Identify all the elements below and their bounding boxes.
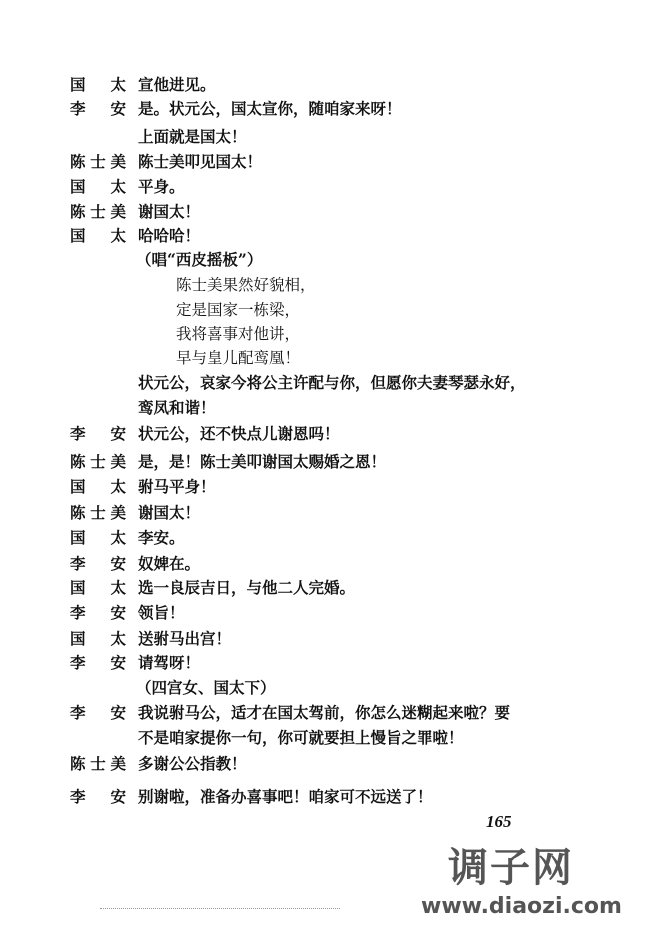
speaker: 李安	[70, 99, 126, 118]
speaker: 李安	[70, 787, 126, 806]
speaker: 李安	[70, 424, 126, 443]
speech: 请驾呀！	[138, 653, 201, 672]
speaker: 国太	[70, 578, 126, 597]
speaker: 陈士美	[70, 452, 126, 471]
speech: 领旨！	[138, 603, 185, 622]
speaker: 李安	[70, 703, 126, 722]
lyric: 定是国家一栋梁，	[176, 301, 301, 319]
speaker: 陈士美	[70, 202, 126, 221]
speech: 谢国太！	[138, 202, 201, 221]
speech: 我说驸马公，适才在国太驾前，你怎么迷糊起来啦？要	[138, 703, 511, 722]
speech: 李安。	[138, 528, 185, 547]
speech: 驸马平身！	[138, 477, 216, 496]
speech: 送驸马出宫！	[138, 629, 232, 648]
speaker: 国太	[70, 629, 126, 648]
speaker: 李安	[70, 653, 126, 672]
speaker: 李安	[70, 554, 126, 573]
speech: 不是咱家提你一句，你可就要担上慢旨之罪啦！	[138, 728, 464, 747]
speech: 陈士美叩见国太！	[138, 152, 263, 171]
speech: 是。状元公，国太宣你，随咱家来呀！	[138, 99, 402, 118]
speech: 平身。	[138, 177, 185, 196]
speech: 多谢公公指教！	[138, 754, 247, 773]
speech: 鸾凤和谐！	[138, 398, 216, 417]
speaker: 国太	[70, 226, 126, 245]
speech: 谢国太！	[138, 503, 201, 522]
watermark-url: www.diaozi.com	[421, 894, 622, 919]
scan-artifact	[100, 908, 340, 909]
speaker: 陈士美	[70, 754, 126, 773]
speaker: 陈士美	[70, 152, 126, 171]
lyric: 我将喜事对他讲，	[176, 325, 301, 343]
speech: 状元公，哀家今将公主许配与你，但愿你夫妻琴瑟永好，	[138, 373, 526, 392]
speaker: 陈士美	[70, 503, 126, 522]
speech: 哈哈哈！	[138, 226, 201, 245]
speech: 别谢啦，准备办喜事吧！咱家可不远送了！	[138, 787, 433, 806]
speaker: 国太	[70, 177, 126, 196]
speech: 选一良辰吉日，与他二人完婚。	[138, 578, 356, 597]
speech: 是，是！陈士美叩谢国太赐婚之恩！	[138, 452, 387, 471]
speaker: 国太	[70, 75, 126, 94]
speaker: 李安	[70, 603, 126, 622]
speech: 宣他进见。	[138, 75, 216, 94]
aria-label: （唱“西皮摇板”）	[136, 250, 263, 269]
lyric: 陈士美果然好貌相，	[176, 276, 316, 294]
page-number: 165	[486, 812, 512, 831]
stage-text: （四宫女、国太下）	[136, 678, 276, 697]
speech: 状元公，还不快点儿谢恩吗！	[138, 424, 340, 443]
speaker: 国太	[70, 477, 126, 496]
lyric: 早与皇儿配鸾凰！	[176, 349, 301, 367]
speech: 上面就是国太！	[138, 127, 247, 146]
watermark-title: 调子网	[448, 845, 574, 891]
speech: 奴婢在。	[138, 554, 201, 573]
speaker: 国太	[70, 528, 126, 547]
